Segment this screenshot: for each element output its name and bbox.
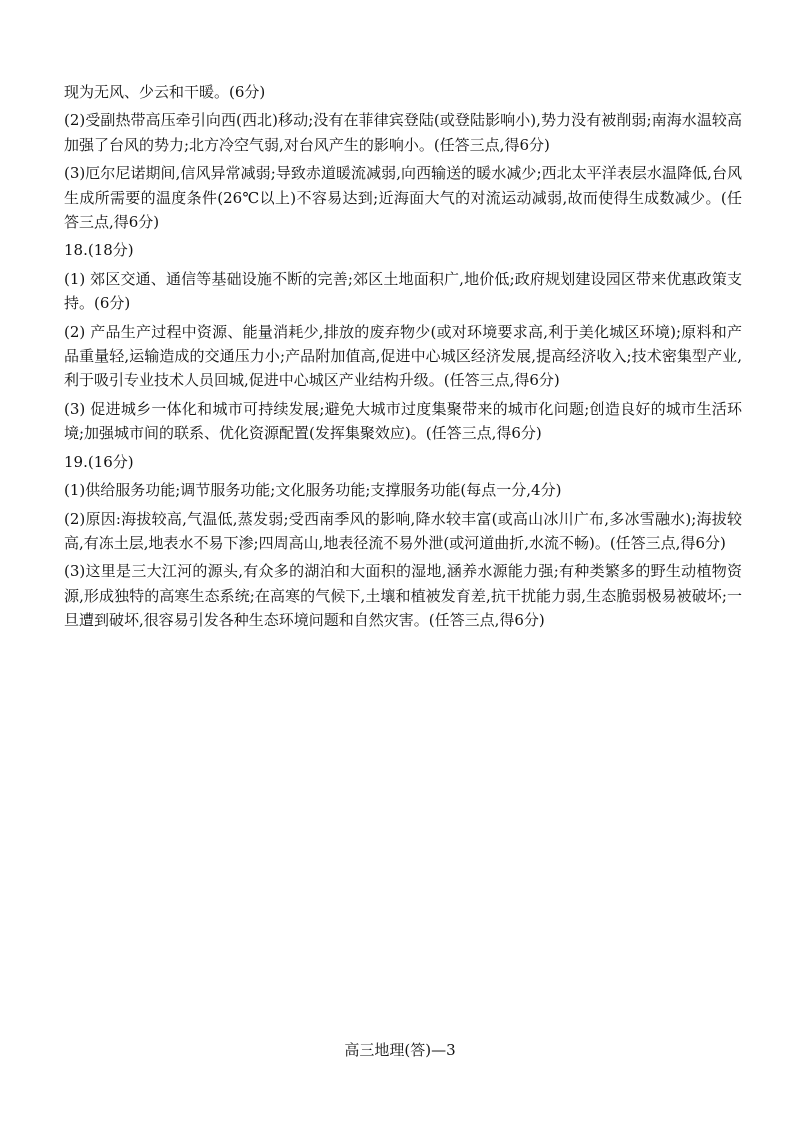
page-footer: 高三地理(答)—3 xyxy=(344,1041,456,1059)
q18-part3-answer: (3) 促进城乡一体化和城市可持续发展;避免大城市过度集聚带来的城市化问题;创造良好的城市生活环境;加强城市间的联系、优化资源配置(发挥集聚效应)。(任答三点,得6分) xyxy=(64,399,742,443)
q18-part1-answer: (1) 郊区交通、通信等基础设施不断的完善;郊区土地面积广,地价低;政府规划建设园区带来优惠政策支持。(6分) xyxy=(64,269,742,313)
q18-part2-answer: (2) 产品生产过程中资源、能量消耗少,排放的废弃物少(或对环境要求高,利于美化城区环境);原料和产品重量轻,运输造成的交通压力小;产品附加值高,促进中心城区经济发展,提高经济收入;技术密集型产业,利于吸引专业技术人员回城,促进中心城区产业结构升级。(任答三点,得6分) xyxy=(64,322,742,390)
answer-content xyxy=(64,80,742,637)
q17-part2-answer: (2)受副热带高压牵引向西(西北)移动;没有在菲律宾登陆(或登陆影响小),势力没有被削弱;南海水温较高加强了台风的势力;北方冷空气弱,对台风产生的影响小。(任答三点,得6分) xyxy=(64,111,742,154)
q18-heading: 18.(18分) xyxy=(64,241,134,260)
q17-part3-answer: (3)厄尔尼诺期间,信风异常减弱;导致赤道暖流减弱,向西输送的暖水减少;西北太平洋表层水温降低,台风生成所需要的温度条件(26℃以上)不容易达到;近海面大气的对流运动减弱,故而使得生成数减少。(任答三点,得6分) xyxy=(64,164,742,232)
q19-part3-answer: (3)这里是三大江河的源头,有众多的湖泊和大面积的湿地,涵养水源能力强;有种类繁多的野生动植物资源,形成独特的高寒生态系统;在高寒的气候下,土壤和植被发育差,抗干扰能力弱,生态脆弱极易被破坏;一旦遭到破坏,很容易引发各种生态环境问题和自然灾害。(任答三点,得6分) xyxy=(64,562,742,630)
q19-heading: 19.(16分) xyxy=(64,452,134,471)
q19-part1-answer: (1)供给服务功能;调节服务功能;文化服务功能;支撑服务功能(每点一分,4分) xyxy=(64,481,562,500)
q19-part2-answer: (2)原因:海拔较高,气温低,蒸发弱;受西南季风的影响,降水较丰富(或高山冰川广布,多冰雪融水);海拔较高,有冻土层,地表水不易下渗;四周高山,地表径流不易外泄(或河道曲折,水流不畅)。(任答三点,得6分) xyxy=(64,509,742,552)
q17-part1-tail: 现为无风、少云和干暖。(6分) xyxy=(64,83,266,101)
